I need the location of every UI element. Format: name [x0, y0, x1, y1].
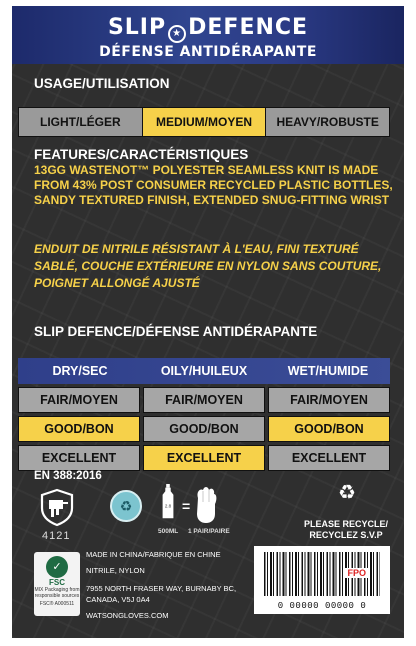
fsc-logo	[34, 552, 80, 616]
brand-word-right: DEFENCE	[188, 15, 309, 40]
rating-cell: FAIR/MOYEN	[143, 387, 265, 413]
barcode	[254, 546, 390, 614]
fpo-mark: FPO	[347, 568, 366, 578]
slip-table-header	[18, 358, 390, 384]
bottle-icon	[160, 484, 176, 520]
recycled-content-badge-icon: ♻	[110, 490, 142, 522]
column-dry: DRY/SEC	[52, 364, 108, 378]
features-title: FEATURES/CARACTÉRISTIQUES	[34, 147, 249, 162]
barcode-digits: 0 00000 00000 0	[277, 601, 367, 611]
bottle-volume: 500ML	[158, 528, 179, 535]
rating-cell: EXCELLENT	[143, 445, 265, 471]
brand-logo	[12, 6, 404, 43]
brand-header	[12, 6, 404, 64]
rating-cell: EXCELLENT	[268, 445, 390, 471]
product-label-card	[12, 6, 404, 638]
equals-sign: =	[182, 498, 191, 514]
rating-cell: FAIR/MOYEN	[268, 387, 390, 413]
fsc-word: FSC	[49, 578, 65, 587]
usage-option-medium: MEDIUM/MOYEN	[143, 108, 267, 136]
rating-row-fair	[18, 387, 390, 413]
en388-code: 4121	[42, 530, 71, 542]
rating-cell: GOOD/BON	[18, 416, 140, 442]
rating-cell: EXCELLENT	[18, 445, 140, 471]
usage-selector	[18, 107, 390, 137]
rating-cell: GOOD/BON	[143, 416, 265, 442]
address-text: 7955 NORTH FRASER WAY, BURNABY BC, CANADA, V5J 0A4	[86, 584, 237, 604]
en388-standard: EN 388:2016	[34, 470, 102, 482]
rating-row-good	[18, 416, 390, 442]
usage-option-light: LIGHT/LÉGER	[19, 108, 143, 136]
brand-subtitle: DÉFENSE ANTIDÉRAPANTE	[99, 44, 317, 60]
column-wet: WET/HUMIDE	[287, 364, 369, 378]
fsc-license: FSC® A000511	[39, 601, 75, 607]
usage-option-heavy: HEAVY/ROBUSTE	[276, 115, 379, 129]
fsc-mix-text: MIX Packaging from responsible sources	[34, 587, 80, 599]
bottle-label: 2.8	[164, 503, 172, 509]
recycle-text: PLEASE RECYCLE/ RECYCLEZ S.V.P	[303, 519, 388, 540]
website-text: WATSONGLOVES.COM	[86, 611, 169, 620]
rating-row-excellent	[18, 445, 390, 471]
slip-rating-table	[18, 358, 390, 471]
usage-title: USAGE/UTILISATION	[34, 76, 170, 91]
fsc-tree-icon: ✓	[46, 556, 68, 578]
slip-title: SLIP DEFENCE/DÉFENSE ANTIDÉRAPANTE	[34, 324, 318, 339]
recycle-icon: ♻	[338, 482, 356, 504]
pair-label: 1 PAIR/PAIRE	[188, 528, 230, 535]
brand-word-left: SLIP	[107, 15, 167, 40]
features-text-fr: ENDUIT DE NITRILE RÉSISTANT À L'EAU, FINI TEXTURÉ SABLÉ, COUCHE EXTÉRIEURE EN NYLON SANS COUTURE, POIGNET ALLONGÉ AJUSTÉ	[34, 242, 382, 290]
product-info	[86, 549, 246, 628]
en388-shield-icon	[38, 488, 76, 526]
rating-cell: FAIR/MOYEN	[18, 387, 140, 413]
glove-icon	[194, 484, 218, 524]
features-text-en: 13GG WASTENOT™ POLYESTER SEAMLESS KNIT IS MADE FROM 43% POST CONSUMER RECYCLED PLASTIC BOTTLES, SANDY TEXTURED FINISH, EXTENDED SNUG-FITTING WRIST	[34, 163, 393, 207]
star-icon: ★	[168, 25, 186, 43]
material-text: NITRILE, NYLON	[86, 566, 145, 575]
rating-cell: GOOD/BON	[268, 416, 390, 442]
made-in-text: MADE IN CHINA/FABRIQUE EN CHINE	[86, 550, 221, 559]
column-oily: OILY/HUILEUX	[160, 364, 248, 378]
